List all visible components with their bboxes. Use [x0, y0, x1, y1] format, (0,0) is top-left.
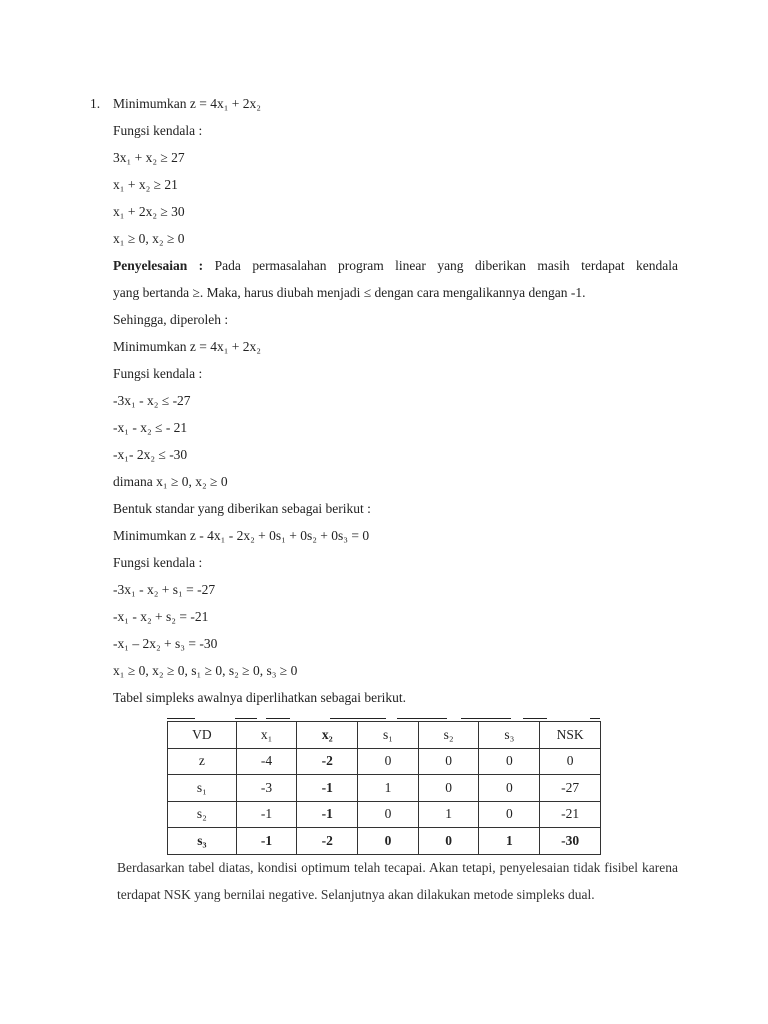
table-cell: 0 [479, 801, 540, 828]
table-decoration [167, 718, 195, 719]
solution-label: Penyelesaian : [113, 258, 204, 273]
table-decoration [266, 718, 290, 719]
standard-constraint-2: -x₁ - x₂ + s₂ = -21 [113, 609, 209, 624]
table-cell: -2 [297, 748, 358, 775]
header-cell: s₃ [479, 722, 540, 749]
table-cell: 0 [418, 775, 479, 802]
header-cell: NSK [540, 722, 601, 749]
table-cell: -1 [297, 801, 358, 828]
header-cell: s₁ [358, 722, 419, 749]
neg-constraint-2: -x₁ - x₂ ≤ - 21 [113, 420, 188, 435]
table-row [168, 801, 601, 828]
table-cell: 0 [358, 801, 419, 828]
table-cell: 0 [540, 748, 601, 775]
header-cell: x₁ [236, 722, 297, 749]
table-cell: -1 [297, 775, 358, 802]
table-cell: s₂ [168, 801, 237, 828]
header-cell: x₂ [297, 722, 358, 749]
standard-constraints-label: Fungsi kendala : [113, 555, 203, 570]
conclusion-paragraph: Berdasarkan tabel diatas, kondisi optimum telah tecapai. Akan tetapi, penyelesaian tidak fisibel karena terdapat NSK yang bernilai negative. Selanjutnya akan dilakukan metode simpleks dual. [117, 860, 678, 902]
table-decoration [590, 718, 600, 719]
table-cell: 0 [358, 828, 419, 855]
constraint-1: 3x₁ + x₂ ≥ 27 [113, 150, 185, 165]
table-cell: -1 [236, 828, 297, 855]
problem-number: 1. [90, 96, 101, 111]
table-cell: -4 [236, 748, 297, 775]
table-cell: -21 [540, 801, 601, 828]
header-cell: s₂ [418, 722, 479, 749]
table-cell: -2 [297, 828, 358, 855]
problem-objective: Minimumkan z = 4x₁ + 2x₂ [113, 96, 262, 111]
header-cell: VD [168, 722, 237, 749]
table-cell: 1 [479, 828, 540, 855]
neg-constraint-1: -3x₁ - x₂ ≤ -27 [113, 393, 191, 408]
table-cell: 0 [418, 828, 479, 855]
table-cell: s₁ [168, 775, 237, 802]
solution-text-1: Pada permasalahan program linear yang diberikan masih terdapat kendala [214, 258, 679, 273]
table-cell: 0 [358, 748, 419, 775]
constraint-2: x₁ + x₂ ≥ 21 [113, 177, 178, 192]
solution-objective: Minimumkan z = 4x₁ + 2x₂ [113, 339, 262, 354]
table-cell: -3 [236, 775, 297, 802]
table-decoration [330, 718, 386, 719]
table-cell: 0 [418, 748, 479, 775]
table-decoration [523, 718, 547, 719]
standard-intro: Bentuk standar yang diberikan sebagai berikut : [113, 501, 371, 516]
table-cell: 1 [358, 775, 419, 802]
table-cell: 0 [479, 748, 540, 775]
standard-objective: Minimumkan z - 4x₁ - 2x₂ + 0s₁ + 0s₂ + 0s₃ = 0 [113, 528, 370, 543]
table-cell: 1 [418, 801, 479, 828]
table-intro: Tabel simpleks awalnya diperlihatkan sebagai berikut. [113, 690, 406, 705]
table-row [168, 828, 601, 855]
neg-constraint-3: -x₁- 2x₂ ≤ -30 [113, 447, 188, 462]
table-row [168, 775, 601, 802]
therefore-line: Sehingga, diperoleh : [113, 312, 229, 327]
standard-constraint-1: -3x₁ - x₂ + s₁ = -27 [113, 582, 216, 597]
solution-paragraph [113, 257, 678, 302]
where-line: dimana x₁ ≥ 0, x₂ ≥ 0 [113, 474, 228, 489]
simplex-table [167, 721, 601, 855]
constraint-3: x₁ + 2x₂ ≥ 30 [113, 204, 185, 219]
table-cell: -30 [540, 828, 601, 855]
constraints-label: Fungsi kendala : [113, 123, 203, 138]
nonnegativity: x₁ ≥ 0, x₂ ≥ 0 [113, 231, 185, 246]
table-decoration [397, 718, 447, 719]
table-cell: -27 [540, 775, 601, 802]
standard-nonnegativity: x₁ ≥ 0, x₂ ≥ 0, s₁ ≥ 0, s₂ ≥ 0, s₃ ≥ 0 [113, 663, 298, 678]
solution-text-2: yang bertanda ≥. Maka, harus diubah menjadi ≤ dengan cara mengalikannya dengan -1. [113, 285, 586, 300]
table-cell: z [168, 748, 237, 775]
table-row [168, 748, 601, 775]
solution-constraints-label: Fungsi kendala : [113, 366, 203, 381]
table-decoration [235, 718, 257, 719]
table-cell: s₃ [168, 828, 237, 855]
table-header-row [168, 722, 601, 749]
table-cell: 0 [479, 775, 540, 802]
table-decoration [461, 718, 511, 719]
table-cell: -1 [236, 801, 297, 828]
standard-constraint-3: -x₁ – 2x₂ + s₃ = -30 [113, 636, 218, 651]
